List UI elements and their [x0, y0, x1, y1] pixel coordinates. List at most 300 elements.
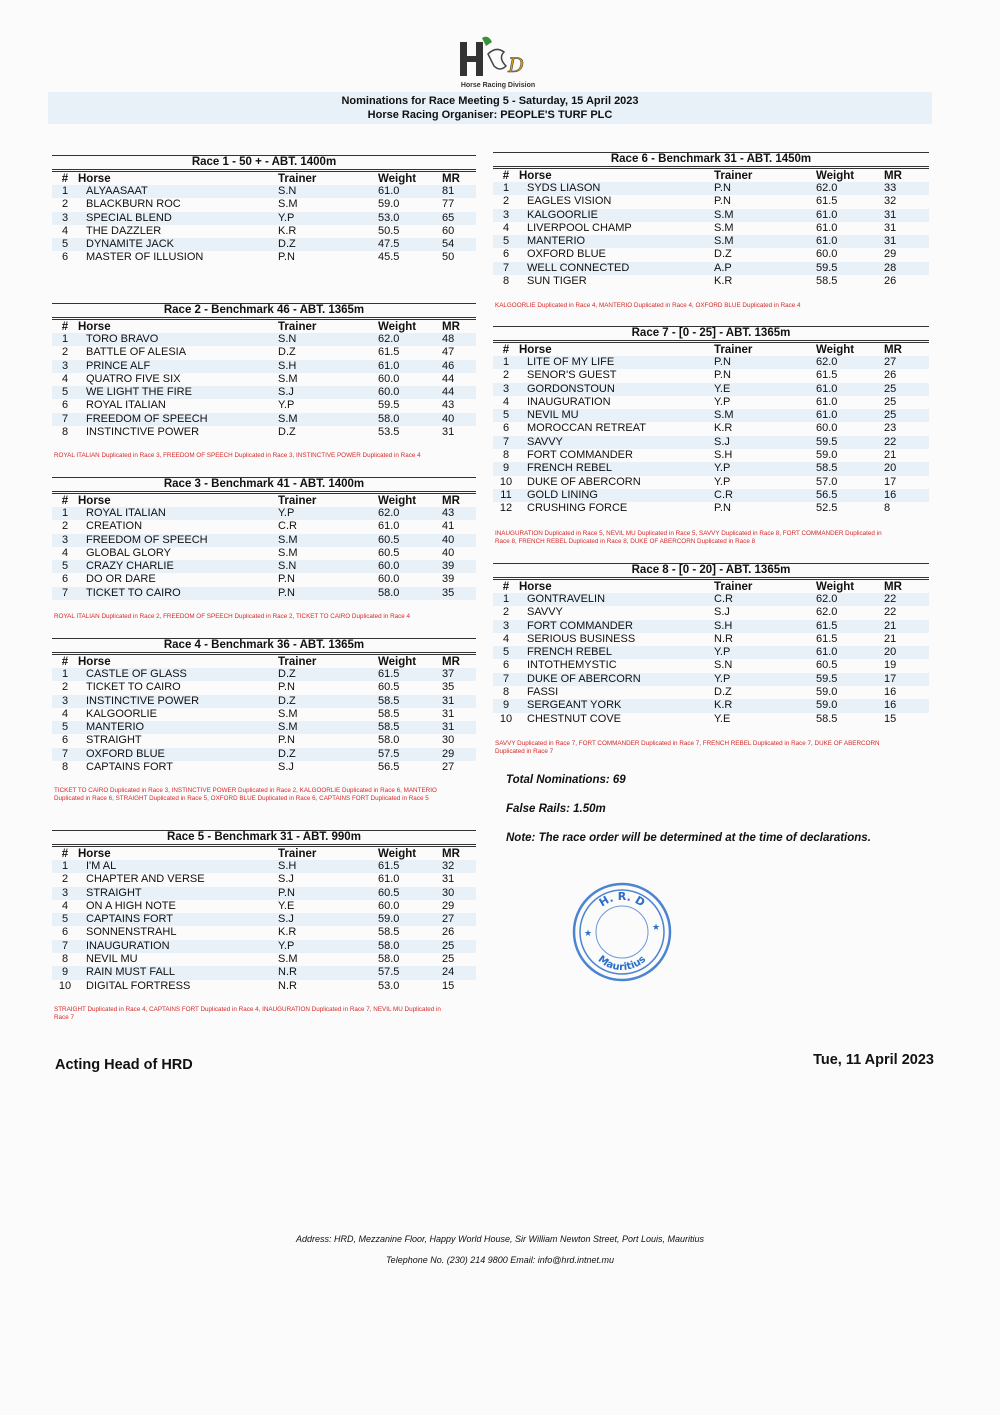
cell-weight: 59.5: [816, 436, 884, 449]
cell-mr: 35: [442, 681, 455, 694]
table-row: [52, 426, 476, 439]
cell-mr: 43: [442, 507, 476, 520]
col-num: #: [502, 344, 510, 356]
race-title: Race 6 - Benchmark 31 - ABT. 1450m: [493, 152, 929, 167]
cell-horse: INAUGURATION: [527, 395, 611, 408]
cell-weight: 58.5: [816, 462, 884, 475]
table-row: [52, 681, 476, 694]
cell-horse: OXFORD BLUE: [78, 748, 278, 761]
col-weight: Weight: [378, 656, 417, 668]
cell-weight: 52.5: [816, 502, 838, 515]
cell-weight: 59.0: [378, 913, 442, 926]
cell-weight: 61.0: [378, 520, 400, 533]
table-row: [52, 900, 476, 913]
cell-weight: 59.0: [816, 686, 838, 699]
cell-mr: 47: [442, 346, 455, 359]
cell-weight: 61.0: [816, 235, 884, 248]
cell-horse: TORO BRAVO: [78, 333, 278, 346]
col-weight: Weight: [816, 344, 855, 356]
col-mr: MR: [884, 581, 902, 593]
cell-mr: 31: [884, 209, 929, 222]
cell-weight: 60.0: [816, 422, 838, 435]
table-row: [52, 399, 476, 412]
race-6-duplicate-note: KALGOORLIE Duplicated in Race 4, MANTERIO Duplicated in Race 4, OXFORD BLUE Duplicated in Race 4: [495, 302, 801, 309]
table-row: [493, 356, 929, 369]
cell-mr: 44: [442, 386, 476, 399]
cell-mr: 26: [442, 926, 455, 939]
cell-weight: 60.0: [378, 899, 400, 912]
cell-mr: 16: [884, 489, 929, 502]
cell-horse: I'M AL: [78, 860, 278, 873]
cell-num: 3: [52, 695, 78, 708]
table-row: [493, 422, 929, 435]
cell-trainer: S.N: [714, 659, 733, 672]
cell-num: 10: [499, 712, 513, 725]
cell-mr: 60: [442, 224, 455, 237]
cell-horse: DIGITAL FORTRESS: [86, 979, 191, 992]
cell-mr: 31: [442, 721, 476, 734]
cell-weight: 61.0: [816, 209, 884, 222]
cell-trainer: K.R: [714, 422, 733, 435]
table-row: [52, 185, 476, 198]
cell-horse: SERGEANT YORK: [519, 699, 714, 712]
cell-trainer: S.J: [278, 386, 378, 399]
table-row: [493, 502, 929, 515]
cell-trainer: Y.E: [278, 899, 295, 912]
cell-weight: 61.5: [378, 860, 442, 873]
cell-weight: 60.5: [816, 659, 838, 672]
race-4-block: [52, 638, 476, 774]
cell-weight: 62.0: [816, 356, 884, 369]
table-row: [493, 633, 929, 646]
race-table: [52, 495, 476, 600]
race-5-duplicate-note: STRAIGHT Duplicated in Race 4, CAPTAINS FORT Duplicated in Race 4, INAUGURATION Duplicated in Race 7, NEVIL MU Duplicated in Race 7: [54, 1006, 441, 1021]
cell-num: 6: [502, 248, 510, 261]
table-row: [52, 761, 476, 774]
cell-weight: 61.0: [816, 395, 838, 408]
cell-horse: INTOTHEMYSTIC: [527, 659, 617, 672]
cell-weight: 53.0: [378, 212, 442, 225]
cell-trainer: N.R: [714, 632, 733, 645]
table-row: [493, 436, 929, 449]
cell-num: 3: [493, 620, 519, 633]
col-trainer: Trainer: [714, 170, 753, 182]
cell-num: 6: [61, 926, 69, 939]
cell-trainer: S.H: [714, 449, 733, 462]
cell-horse: NEVIL MU: [86, 953, 138, 966]
star-icon: ★: [652, 922, 661, 932]
page-title: Nominations for Race Meeting 5 - Saturday, 15 April 2023: [341, 95, 639, 107]
cell-weight: 58.5: [378, 707, 400, 720]
col-mr: MR: [884, 344, 902, 356]
table-row: [493, 449, 929, 462]
cell-mr: 16: [884, 699, 929, 712]
cell-trainer: A.P: [714, 262, 816, 275]
header-banner: [48, 92, 932, 124]
cell-horse: EAGLES VISION: [527, 195, 612, 208]
cell-mr: 48: [442, 333, 476, 346]
race-7-duplicate-note: INAUGURATION Duplicated in Race 5, NEVIL MU Duplicated in Race 5, SAVVY Duplicated in Race 8, FORT COMMANDER Duplicated in Race 8, FRENCH REBEL Duplicated in Race 8, DUKE OF ABERCORN Duplicated in Race 8: [495, 530, 882, 545]
cell-weight: 59.5: [378, 399, 400, 412]
signatory: Acting Head of HRD: [55, 1057, 193, 1073]
cell-num: 12: [499, 502, 513, 515]
cell-weight: 61.5: [816, 632, 838, 645]
cell-mr: 43: [442, 399, 455, 412]
cell-trainer: Y.P: [714, 395, 731, 408]
cell-weight: 61.0: [816, 646, 884, 659]
cell-trainer: P.N: [714, 182, 816, 195]
cell-num: 6: [502, 422, 510, 435]
cell-weight: 62.0: [816, 593, 884, 606]
cell-horse: NEVIL MU: [519, 409, 714, 422]
col-horse: Horse: [519, 170, 552, 182]
race-table: [52, 848, 476, 993]
table-row: [493, 209, 929, 222]
cell-horse: LIVERPOOL CHAMP: [527, 221, 632, 234]
cell-horse: GONTRAVELIN: [519, 593, 714, 606]
cell-weight: 62.0: [378, 333, 442, 346]
cell-trainer: P.N: [278, 251, 295, 264]
cell-horse: GORDONSTOUN: [519, 383, 714, 396]
cell-horse: CASTLE OF GLASS: [78, 668, 278, 681]
cell-horse: SAVVY: [527, 606, 563, 619]
col-mr: MR: [442, 173, 460, 185]
star-icon: ★: [584, 928, 593, 938]
cell-weight: 59.0: [378, 198, 400, 211]
cell-trainer: Y.P: [278, 507, 378, 520]
cell-num: 2: [61, 681, 69, 694]
cell-horse: CRAZY CHARLIE: [78, 560, 278, 573]
col-num: #: [61, 495, 69, 507]
cell-weight: 60.0: [378, 573, 400, 586]
cell-mr: 28: [884, 262, 929, 275]
cell-trainer: S.J: [714, 436, 816, 449]
cell-num: 4: [61, 372, 69, 385]
cell-num: 5: [493, 646, 519, 659]
cell-trainer: K.R: [278, 926, 297, 939]
cell-trainer: S.M: [278, 198, 298, 211]
cell-mr: 77: [442, 198, 455, 211]
cell-weight: 62.0: [816, 182, 884, 195]
cell-num: 4: [502, 632, 510, 645]
cell-trainer: S.J: [278, 913, 378, 926]
col-weight: Weight: [378, 495, 417, 507]
table-row: [52, 386, 476, 399]
cell-trainer: Y.P: [714, 462, 816, 475]
total-nominations: Total Nominations: 69: [506, 774, 626, 786]
footer-address: Address: HRD, Mezzanine Floor, Happy World House, Sir William Newton Street, Port Louis, Mauritius: [295, 1234, 705, 1244]
cell-num: 1: [493, 182, 519, 195]
table-row: [493, 275, 929, 288]
race-2-duplicate-note: ROYAL ITALIAN Duplicated in Race 3, FREEDOM OF SPEECH Duplicated in Race 3, INSTINCTIVE POWER Duplicated in Race 4: [54, 452, 421, 459]
cell-mr: 65: [442, 212, 476, 225]
cell-trainer: Y.P: [714, 673, 816, 686]
col-trainer: Trainer: [278, 173, 317, 185]
table-row: [52, 507, 476, 520]
cell-mr: 29: [884, 248, 897, 261]
cell-weight: 59.5: [816, 262, 884, 275]
cell-trainer: K.R: [714, 699, 816, 712]
cell-trainer: K.R: [714, 275, 733, 288]
cell-num: 4: [61, 899, 69, 912]
cell-trainer: D.Z: [278, 695, 378, 708]
table-row: [52, 413, 476, 426]
table-row: [52, 966, 476, 979]
cell-trainer: D.Z: [278, 238, 378, 251]
cell-mr: 24: [442, 966, 476, 979]
cell-num: 6: [61, 251, 69, 264]
table-row: [52, 748, 476, 761]
cell-weight: 58.5: [816, 275, 838, 288]
cell-trainer: Y.P: [278, 940, 378, 953]
table-row: [493, 222, 929, 235]
race-table: [52, 321, 476, 439]
cell-horse: ON A HIGH NOTE: [86, 899, 176, 912]
cell-trainer: P.N: [278, 681, 295, 694]
table-row: [52, 333, 476, 346]
cell-weight: 47.5: [378, 238, 442, 251]
table-row: [493, 659, 929, 672]
cell-weight: 58.0: [378, 413, 442, 426]
cell-trainer: D.Z: [714, 248, 732, 261]
false-rails: False Rails: 1.50m: [506, 803, 606, 815]
cell-horse: MASTER OF ILLUSION: [86, 251, 204, 264]
race-1-block: [52, 155, 476, 265]
table-row: [493, 593, 929, 606]
table-row: [52, 873, 476, 886]
cell-weight: 58.5: [816, 712, 838, 725]
race-title: Race 5 - Benchmark 31 - ABT. 990m: [52, 830, 476, 845]
cell-weight: 58.5: [378, 695, 442, 708]
cell-num: 4: [502, 221, 510, 234]
cell-mr: 25: [442, 940, 476, 953]
table-row: [52, 913, 476, 926]
cell-weight: 58.0: [378, 734, 400, 747]
table-row: [493, 489, 929, 502]
cell-num: 3: [52, 212, 78, 225]
race-8-block: [493, 563, 929, 726]
cell-trainer: S.M: [278, 534, 378, 547]
col-trainer: Trainer: [278, 495, 317, 507]
cell-trainer: Y.E: [714, 712, 731, 725]
cell-num: 5: [52, 721, 78, 734]
cell-horse: CAPTAINS FORT: [78, 913, 278, 926]
cell-weight: 60.5: [378, 534, 442, 547]
col-horse: Horse: [78, 321, 111, 333]
cell-horse: FREEDOM OF SPEECH: [78, 534, 278, 547]
cell-mr: 25: [884, 395, 897, 408]
cell-num: 1: [52, 507, 78, 520]
cell-num: 6: [61, 573, 69, 586]
col-mr: MR: [442, 848, 460, 860]
table-row: [52, 734, 476, 747]
cell-mr: 29: [442, 748, 476, 761]
table-row: [493, 409, 929, 422]
cell-trainer: C.R: [714, 593, 816, 606]
cell-num: 9: [493, 462, 519, 475]
table-row: [52, 520, 476, 533]
cell-num: 4: [61, 546, 69, 559]
cell-num: 6: [502, 659, 510, 672]
cell-mr: 39: [442, 560, 476, 573]
cell-horse: PRINCE ALF: [78, 360, 278, 373]
cell-horse: MOROCCAN RETREAT: [527, 422, 646, 435]
cell-mr: 26: [884, 369, 897, 382]
col-num: #: [61, 656, 69, 668]
cell-horse: KALGOORLIE: [519, 209, 714, 222]
cell-num: 5: [52, 913, 78, 926]
cell-mr: 22: [884, 436, 929, 449]
cell-num: 7: [493, 262, 519, 275]
cell-mr: 54: [442, 238, 476, 251]
table-row: [493, 235, 929, 248]
table-row: [52, 573, 476, 586]
table-row: [52, 668, 476, 681]
cell-mr: 37: [442, 668, 476, 681]
table-row: [52, 953, 476, 966]
table-row: [52, 926, 476, 939]
cell-trainer: S.N: [278, 185, 378, 198]
cell-mr: 46: [442, 360, 476, 373]
race-title: Race 3 - Benchmark 41 - ABT. 1400m: [52, 477, 476, 492]
table-row: [493, 606, 929, 619]
cell-num: 10: [499, 475, 513, 488]
cell-horse: SENOR'S GUEST: [527, 369, 617, 382]
cell-horse: CREATION: [86, 520, 143, 533]
cell-weight: 62.0: [816, 606, 838, 619]
col-num: #: [61, 321, 69, 333]
svg-text:D: D: [508, 53, 525, 77]
cell-num: 1: [52, 668, 78, 681]
race-3-block: [52, 477, 476, 600]
cell-weight: 60.5: [378, 887, 442, 900]
cell-trainer: C.R: [278, 520, 297, 533]
cell-trainer: S.M: [278, 953, 298, 966]
cell-horse: QUATRO FIVE SIX: [86, 372, 181, 385]
table-row: [52, 212, 476, 225]
table-row: [493, 699, 929, 712]
cell-num: 7: [493, 673, 519, 686]
cell-horse: TICKET TO CAIRO: [78, 587, 278, 600]
cell-mr: 20: [884, 462, 929, 475]
race-title: Race 4 - Benchmark 36 - ABT. 1365m: [52, 638, 476, 653]
table-row: [493, 686, 929, 699]
cell-mr: 35: [442, 587, 476, 600]
table-row: [493, 713, 929, 726]
race-title: Race 7 - [0 - 25] - ABT. 1365m: [493, 326, 929, 341]
table-row: [52, 360, 476, 373]
cell-mr: 81: [442, 185, 476, 198]
cell-horse: LITE OF MY LIFE: [519, 356, 714, 369]
race-order-note: Note: The race order will be determined at the time of declarations.: [506, 832, 871, 844]
cell-mr: 25: [884, 383, 929, 396]
cell-horse: ROYAL ITALIAN: [78, 507, 278, 520]
race-8-duplicate-note: SAVVY Duplicated in Race 7, FORT COMMANDER Duplicated in Race 7, FRENCH REBEL Duplicated in Race 7, DUKE OF ABERCORN Duplicated in Race 7: [495, 740, 880, 755]
cell-mr: 26: [884, 275, 897, 288]
cell-mr: 31: [442, 695, 476, 708]
cell-trainer: P.N: [714, 369, 731, 382]
cell-weight: 61.0: [816, 383, 884, 396]
cell-weight: 59.5: [816, 673, 884, 686]
cell-weight: 60.0: [816, 248, 838, 261]
cell-weight: 57.0: [816, 475, 838, 488]
col-horse: Horse: [78, 495, 111, 507]
cell-mr: 29: [442, 899, 455, 912]
cell-trainer: P.N: [278, 887, 378, 900]
race-title: Race 8 - [0 - 20] - ABT. 1365m: [493, 563, 929, 578]
cell-trainer: Y.P: [714, 475, 731, 488]
cell-num: 2: [61, 873, 69, 886]
race-7-block: [493, 326, 929, 516]
cell-trainer: N.R: [278, 966, 378, 979]
cell-mr: 32: [884, 195, 897, 208]
logo-caption: Horse Racing Division: [460, 82, 536, 89]
cell-trainer: S.M: [714, 209, 816, 222]
cell-horse: CHAPTER AND VERSE: [86, 873, 205, 886]
cell-num: 8: [502, 686, 510, 699]
cell-num: 8: [61, 953, 69, 966]
col-mr: MR: [442, 656, 460, 668]
race-table: [493, 344, 929, 516]
footer-contact: Telephone No. (230) 214 9800 Email: info@hrd.intnet.mu: [386, 1255, 614, 1265]
table-row: [52, 251, 476, 264]
cell-weight: 61.5: [378, 346, 400, 359]
cell-trainer: K.R: [278, 224, 297, 237]
col-weight: Weight: [378, 321, 417, 333]
cell-mr: 15: [884, 712, 897, 725]
cell-trainer: D.Z: [714, 686, 732, 699]
cell-num: 1: [493, 593, 519, 606]
race-3-duplicate-note: ROYAL ITALIAN Duplicated in Race 2, FREEDOM OF SPEECH Duplicated in Race 2, TICKET TO CAIRO Duplicated in Race 4: [54, 613, 411, 620]
race-4-duplicate-note: TICKET TO CAIRO Duplicated in Race 3, INSTINCTIVE POWER Duplicated in Race 2, KALGOORLIE Duplicated in Race 6, MANTERIO Duplicated in Race 6, STRAIGHT Duplicated in Race 5, OXFORD BLUE Duplicated in Race 6, CAPTAINS FORT Duplicated in Race 5: [54, 787, 437, 802]
cell-trainer: S.M: [278, 546, 298, 559]
cell-horse: OXFORD BLUE: [527, 248, 606, 261]
cell-weight: 60.0: [378, 372, 400, 385]
cell-horse: CHESTNUT COVE: [527, 712, 621, 725]
cell-trainer: Y.P: [278, 212, 378, 225]
cell-trainer: C.R: [714, 489, 816, 502]
cell-trainer: S.H: [278, 860, 378, 873]
cell-mr: 31: [442, 426, 455, 439]
table-row: [52, 373, 476, 386]
cell-weight: 59.0: [816, 699, 884, 712]
cell-num: 4: [61, 224, 69, 237]
cell-horse: FORT COMMANDER: [519, 620, 714, 633]
cell-mr: 31: [442, 873, 455, 886]
table-row: [52, 940, 476, 953]
cell-num: 9: [493, 699, 519, 712]
cell-horse: SYDS LIASON: [519, 182, 714, 195]
cell-weight: 61.5: [816, 195, 838, 208]
table-row: [493, 195, 929, 208]
cell-horse: FREEDOM OF SPEECH: [78, 413, 278, 426]
table-row: [493, 182, 929, 195]
cell-horse: SPECIAL BLEND: [78, 212, 278, 225]
cell-num: 5: [493, 409, 519, 422]
organiser-title: Horse Racing Organiser: PEOPLE'S TURF PLC: [367, 109, 613, 121]
cell-num: 5: [493, 235, 519, 248]
table-row: [52, 547, 476, 560]
cell-mr: 19: [884, 659, 897, 672]
table-row: [493, 262, 929, 275]
cell-mr: 30: [442, 887, 476, 900]
cell-horse: WE LIGHT THE FIRE: [78, 386, 278, 399]
race-table: [52, 173, 476, 265]
cell-trainer: S.M: [278, 721, 378, 734]
cell-mr: 31: [884, 221, 897, 234]
cell-horse: RAIN MUST FALL: [78, 966, 278, 979]
cell-trainer: S.M: [278, 707, 298, 720]
